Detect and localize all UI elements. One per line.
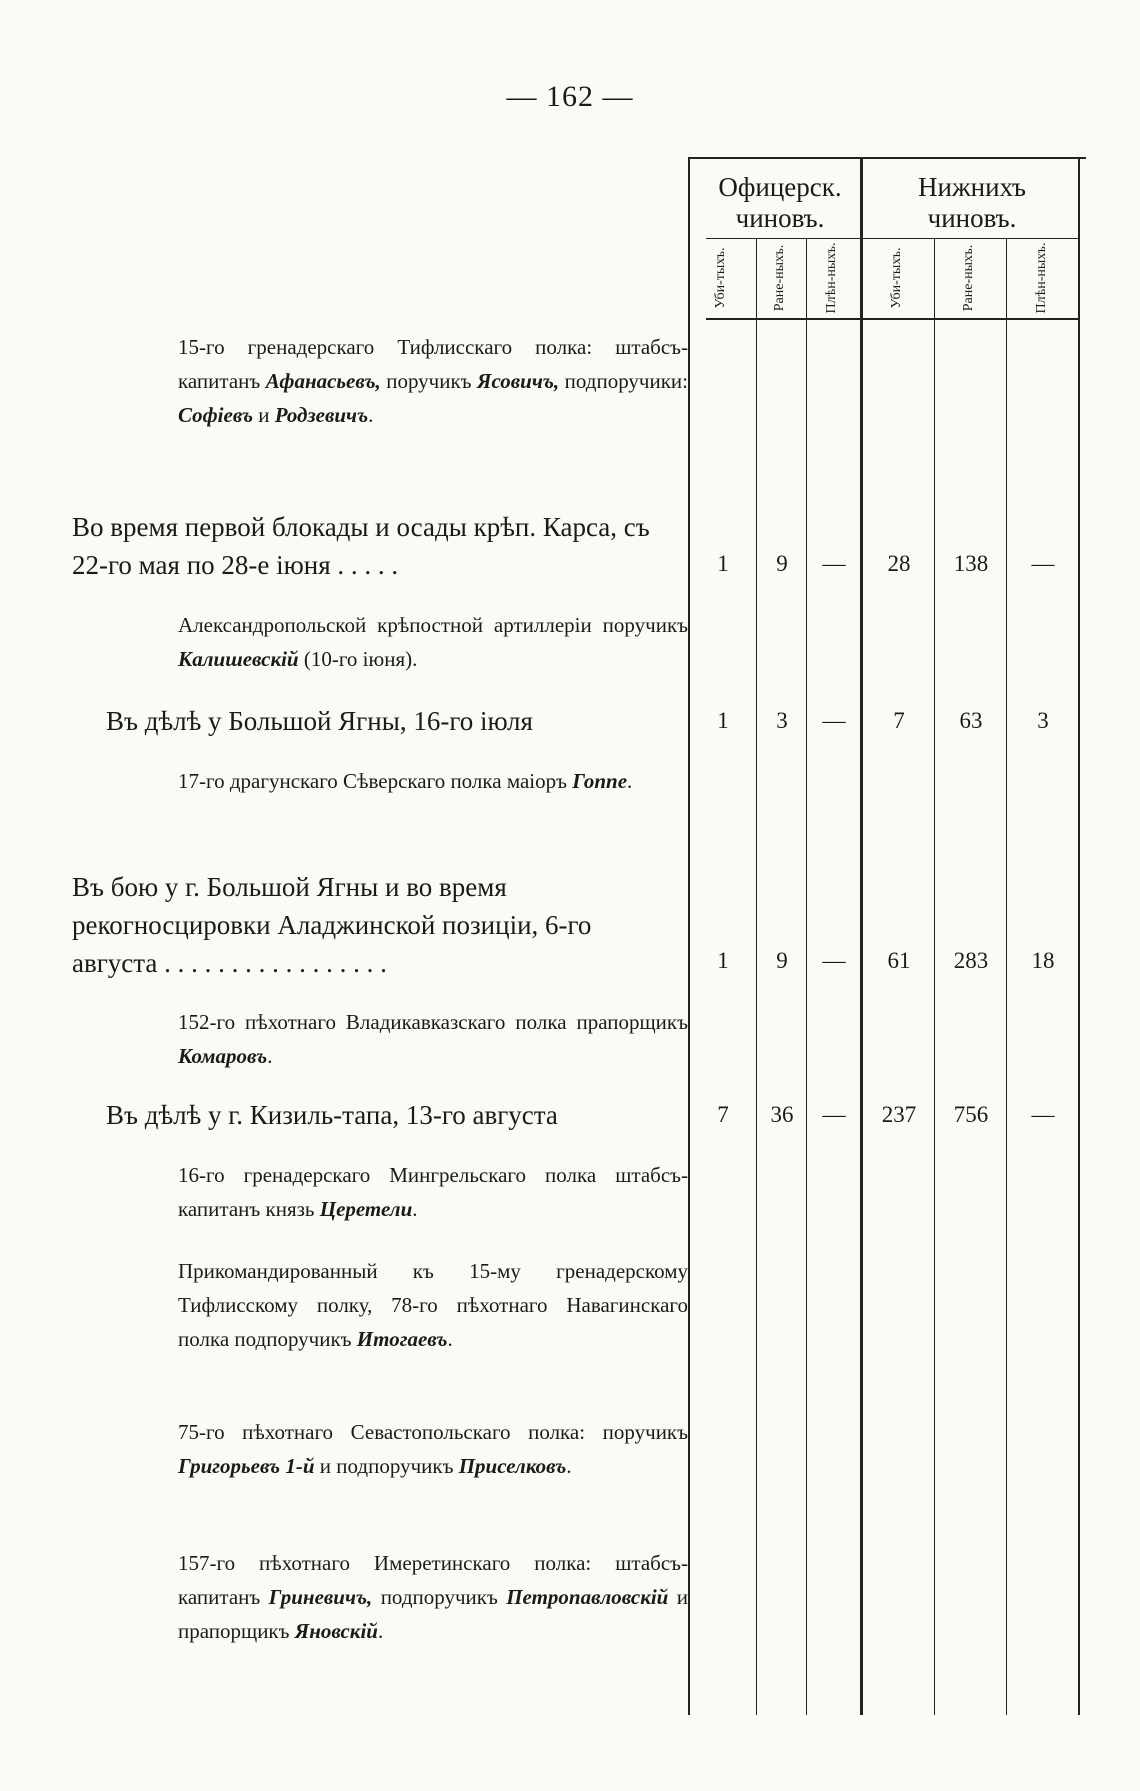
table-left-rule <box>688 157 690 1715</box>
event-text: Въ дѣлѣ у Большой Ягны, 16-го іюля <box>106 706 533 736</box>
value-officers-wounded: 36 <box>770 1102 794 1127</box>
officers-killed-header: Уби-тыхъ. <box>713 247 728 309</box>
value-officers-wounded: 9 <box>776 948 788 973</box>
value-lower-killed: 7 <box>893 708 905 733</box>
value-lower-wounded: 283 <box>953 948 989 973</box>
event-text: Въ дѣлѣ у г. Кизиль-тапа, 13-го августа <box>106 1100 558 1130</box>
value-lower-captured: — <box>1031 551 1055 576</box>
note-block: 15-го гренадерскаго Тифлисскаго полка: штабсъ-капитанъ Афанасьевъ, поручикъ Ясовичъ, подпоручики: Софіевъ и Родзевичъ. <box>178 335 688 427</box>
table-col-rule <box>806 238 807 1715</box>
value-lower-wounded: 138 <box>953 551 989 576</box>
table-col-rule <box>934 238 935 1715</box>
note-block: 75-го пѣхотнаго Севастопольскаго полка: поручикъ Григорьевъ 1-й и подпоручикъ Приселковъ. <box>178 1420 688 1478</box>
page-number: — 162 — <box>506 80 634 113</box>
lower-killed-header: Уби-тыхъ. <box>889 247 904 309</box>
value-officers-killed: 1 <box>717 551 729 576</box>
value-lower-wounded: 63 <box>959 708 983 733</box>
value-officers-captured: — <box>822 551 846 576</box>
value-officers-wounded: 9 <box>776 551 788 576</box>
value-lower-wounded: 756 <box>953 1102 989 1127</box>
officers-captured-header: Плѣн-ныхъ. <box>824 242 839 314</box>
officers-wounded-header: Ране-ныхъ. <box>772 244 787 312</box>
value-lower-killed: 61 <box>887 948 911 973</box>
note-block: Прикомандированный къ 15-му гренадерскому Тифлисскому полку, 78-го пѣхотнаго Навагинскаго полка подпоручикъ Итогаевъ. <box>178 1259 688 1351</box>
value-officers-killed: 7 <box>717 1102 729 1127</box>
value-lower-captured: 18 <box>1031 948 1055 973</box>
value-lower-killed: 237 <box>881 1102 917 1127</box>
note-block: Александропольской крѣпостной артиллеріи поручикъ Калишевскій (10-го іюня). <box>178 613 688 671</box>
value-officers-killed: 1 <box>717 948 729 973</box>
note-block: 16-го гренадерскаго Мингрельскаго полка штабсъ-капитанъ князь Церетели. <box>178 1163 688 1221</box>
table-right-rule <box>1078 157 1080 1715</box>
value-officers-wounded: 3 <box>776 708 788 733</box>
event-text: Въ бою у г. Большой Ягны и во время рекогносцировки Аладжинской позиціи, 6-го августа . . . . . . . . . . . . . . . . . <box>72 872 592 978</box>
note-block: 157-го пѣхотнаго Имеретинскаго полка: штабсъ-капитанъ Гриневичъ, подпоручикъ Петропавловскій и прапорщикъ Яновскій. <box>178 1551 688 1643</box>
lower-wounded-header: Ране-ныхъ. <box>961 244 976 312</box>
lower-captured-header: Плѣн-ныхъ. <box>1034 242 1049 314</box>
value-lower-killed: 28 <box>887 551 911 576</box>
value-officers-captured: — <box>822 948 846 973</box>
value-lower-captured: — <box>1031 1102 1055 1127</box>
officers-header: Офицерск. чиновъ. <box>718 172 842 233</box>
value-officers-captured: — <box>822 1102 846 1127</box>
value-lower-captured: 3 <box>1037 708 1049 733</box>
note-block: 17-го драгунскаго Сѣверскаго полка маіоръ Гоппе. <box>178 769 633 793</box>
table-group-rule <box>860 157 863 1715</box>
value-officers-killed: 1 <box>717 708 729 733</box>
table-top-rule <box>688 157 1086 159</box>
lower-ranks-header: Нижнихъ чиновъ. <box>918 172 1026 233</box>
note-block: 152-го пѣхотнаго Владикавказскаго полка прапорщикъ Комаровъ. <box>178 1010 688 1068</box>
table-col-rule <box>1006 238 1007 1715</box>
event-text: Во время первой блокады и осады крѣп. Карса, съ 22-го мая по 28-е іюня . . . . . <box>72 512 650 580</box>
value-officers-captured: — <box>822 708 846 733</box>
table-col-rule <box>756 238 757 1715</box>
